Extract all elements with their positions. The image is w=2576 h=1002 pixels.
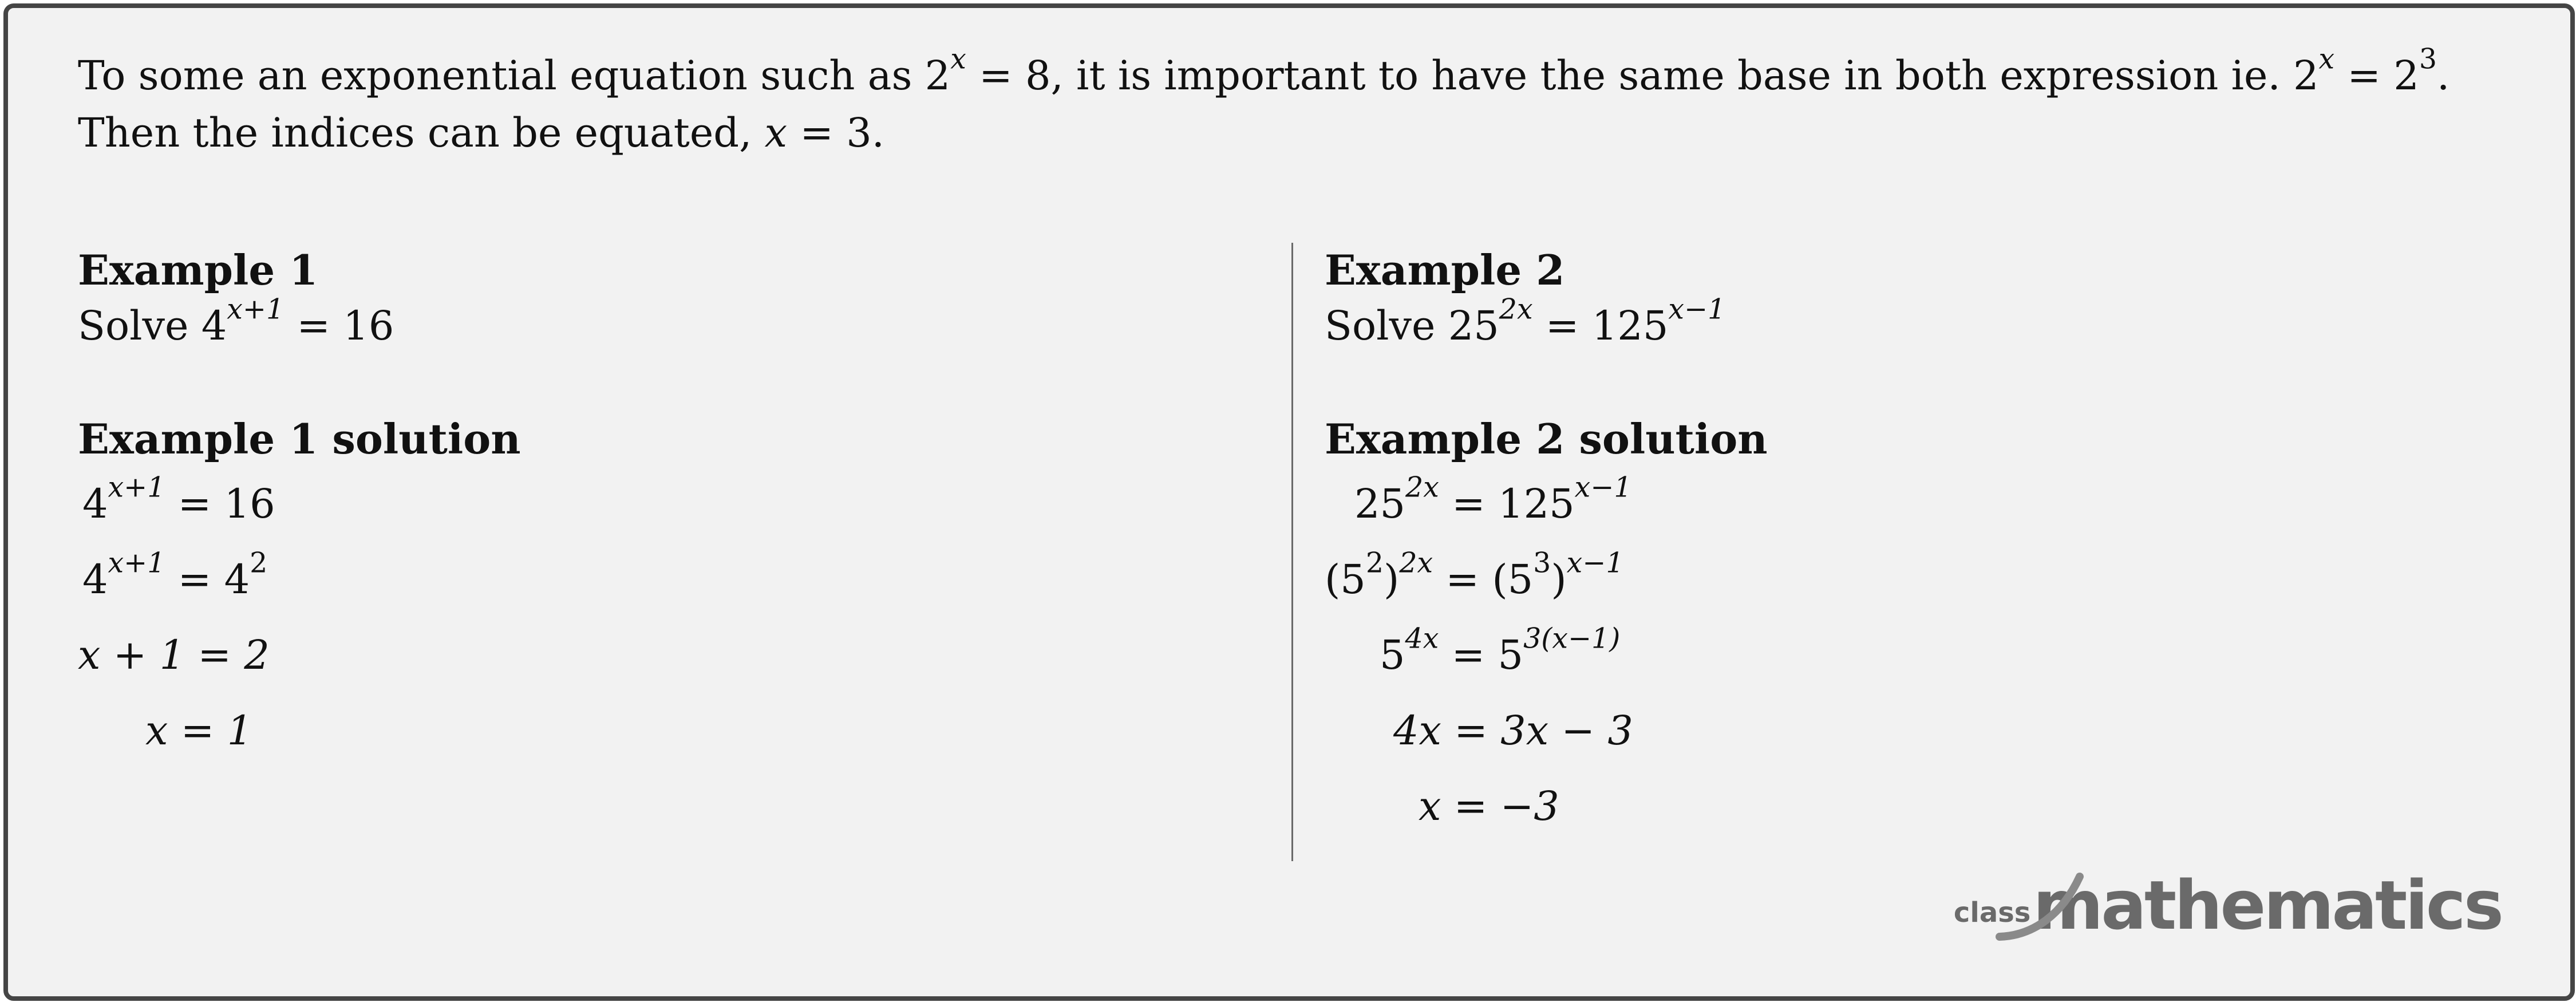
- example-2-step-5: x = −3: [1419, 783, 1559, 830]
- logo-small-text: class: [1953, 897, 2031, 929]
- intro-line-2: Then the indices can be equated, x = 3.: [78, 109, 885, 156]
- example-2-step-2: $(5^2)^{2x} = (5^3)^{x-1}$: [1325, 546, 1624, 603]
- intro-line-1: To some an exponential equation such as $2^x = 8$, it is important to have the same base in both expression ie. $2^x = 2^3$.: [78, 42, 2450, 99]
- example-2-column: [1325, 243, 2470, 844]
- logo-swoosh-icon: [1994, 868, 2108, 942]
- example-1-column: [78, 243, 1223, 768]
- content-card: [3, 3, 2575, 1001]
- example-1-prompt: Solve $4^{x+1} = 16$: [78, 293, 394, 349]
- example-1-step-4: x = 1: [145, 707, 253, 754]
- example-2-heading: Example 2: [1325, 246, 1565, 294]
- logo-big-text: mathematics: [2033, 866, 2502, 945]
- example-1-step-2: $4^{x+1} = 4^2$: [82, 546, 268, 603]
- example-2-step-3: $5^{4x} = 5^{3(x-1)}$: [1380, 622, 1621, 678]
- example-2-solution-heading: Example 2 solution: [1325, 415, 1768, 463]
- example-1-step-1: $4^{x+1} = 16$: [82, 471, 275, 527]
- example-1-heading: Example 1: [78, 246, 318, 294]
- class-mathematics-logo: [1954, 862, 2502, 948]
- example-2-step-1: $25^{2x} = 125^{x-1}$: [1354, 471, 1632, 527]
- example-2-step-4: 4x = 3x − 3: [1393, 707, 1633, 754]
- intro-paragraph: [78, 42, 2516, 161]
- example-2-prompt: Solve $25^{2x} = 125^{x-1}$: [1325, 293, 1726, 349]
- example-1-step-3: x + 1 = 2: [78, 632, 270, 678]
- column-divider: [1291, 243, 1293, 861]
- example-1-solution-heading: Example 1 solution: [78, 415, 521, 463]
